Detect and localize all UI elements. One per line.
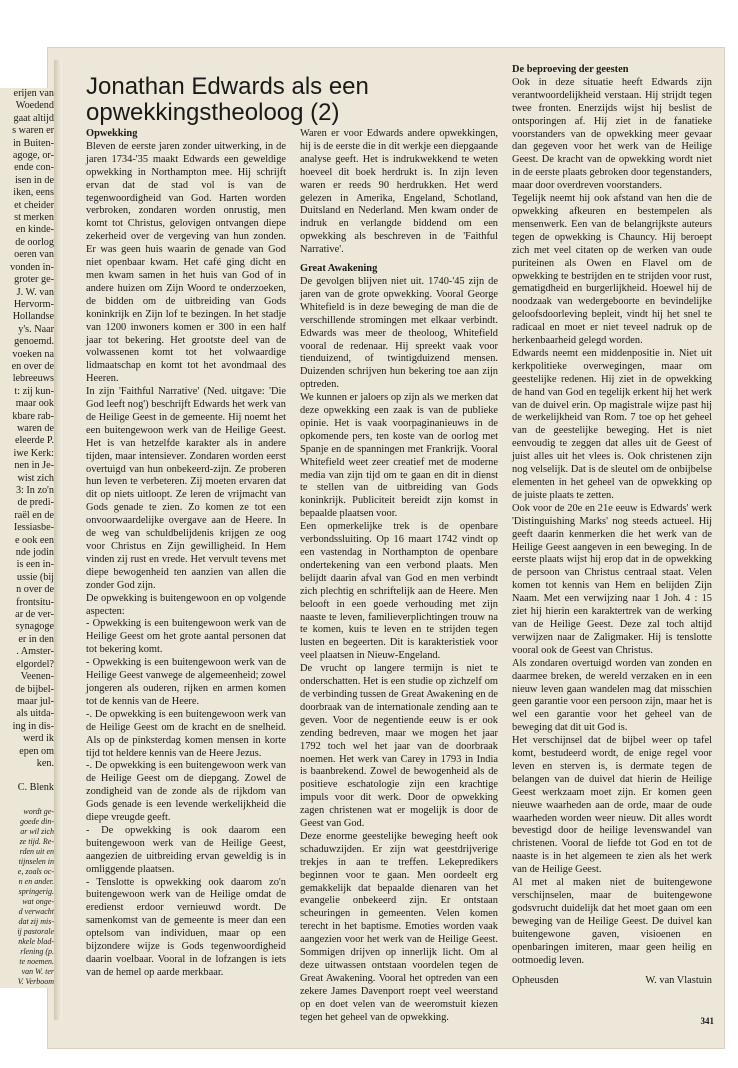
previous-page-line: maar jul- [16,695,54,707]
previous-page-line: epen om [19,745,54,757]
previous-page-line: e ook een [14,534,54,546]
previous-page-signature: C. Blenk [17,782,54,794]
previous-page-line: agoge, or- [12,150,54,162]
previous-page-line: synagoge [15,621,54,633]
previous-note-line: te noemen. [19,956,54,966]
article-title: Jonathan Edwards als een opwekkingstheoloog (2) [86,73,369,126]
paragraph: Ook voor de 20e en 21e eeuw is Edwards' werk 'Distinguishing Marks' nog steeds actueel. Hij geeft daarin kenmerken die het werk van de Heilige Geest aangeven in een beweging. In de eerste plaats wijst hij erop dat in de opwekking de persoon van Christus centraal staat. Velen komen tot kennis van Hem en belijden Zijn Naam. Met een verwijzing naar 1 Joh. 4 : 15 ziet hij hierin een karaktertrek van de werking van de Heilige Geest. Deze zal toch altijd verwijzen naar de Zaligmaker. Hij is tenslotte vooral ook de Geest van Christus. [512,502,712,656]
paragraph: Bleven de eerste jaren zonder uitwerking, in de jaren 1734-'35 maakt Edwards een geweldige opwekking in Northampton mee. Hij schrijft ervan dat de stad vol is van de tegenwoordigheid van God. Harten worden verbroken, zondaren worden onrustig, men komt tot Christus, gelovigen ontvangen diepe zekerheid over de vergeving van hun zonden. Er was geen huis waarin de genade van God niet openbaar kwam. Het café ging dicht en men kwam samen in het huis van God of in andere huizen om Zijn Woord te onderzoeken, de bidden om de uitbreiding van Gods koninkrijk en Zijn lof te bezingen. In het stadje van 1200 inwoners komen er 300 in een half jaar tot bekering. Het grootste deel van de volwassenen komt tot het volwaardige lidmaatschap en komt tot het avondmaal des Heeren. [86,140,286,385]
paragraph: Deze enorme geestelijke beweging heeft ook schaduwzijden. Er zijn wat geestdrijverige trekjes in aan te treffen. Lekepredikers beginnen voor te gaan. Men oordeelt erg gemakkelijk dat bepaalde dienaren van het evangelie onbekeerd zijn. Er ontstaan scheuringen in gemeenten. Velen komen terecht in het baptisme. Emoties worden vaak aangezien voor het werk van de Heilige Geest. Sommigen drijven op innerlijk licht. Om al deze uitwassen ontstaan voordelen tegen de Great Awakening. Vooral het optreden van een zekere James Davenport roept veel weerstand op en doet velen van de weeromstuit kiezen tegen het geheel van de opwekking. [300,830,498,1023]
previous-page-line: ussie (bij [16,571,54,583]
previous-page-line: genoemd. [14,336,54,348]
article-footer [512,975,712,988]
previous-page-line: n over de [16,584,54,596]
previous-page-line: et cheider [14,199,54,211]
previous-page-line: eleerde P. [14,435,54,447]
previous-page-line: de predi- [17,497,54,509]
previous-page-line: Hollandse [12,311,54,323]
paragraph: -. De opwekking is een buitengewoon werk van de Heilige Geest om de kracht en de snelheid. Als op de pinksterdag komen mensen in korte tijd tot heldere kennis van de Heere Jezus. [86,708,286,759]
previous-page-line: voeken na [12,348,54,360]
previous-page-line: iken, eens [13,187,54,199]
previous-page-line: vonden in- [10,261,54,273]
previous-note-line: van W. ter [21,966,54,976]
previous-page-line: 3: In zo'n [15,485,54,496]
previous-page-line: iwe Kerk: [13,447,54,459]
previous-note-line: ar wil zich [20,826,54,836]
previous-page-line: maar ook [15,398,54,410]
previous-page-line: ken. [36,757,54,769]
previous-page-line: raël en de [14,509,54,521]
previous-page-line: Woedend [15,100,54,112]
previous-page-line: de bijbel- [15,683,54,695]
previous-page-line: . Amster- [16,646,54,658]
previous-page-line: nde jodin [15,547,54,559]
previous-page-line: Iessiasbe- [13,522,54,534]
column-3 [512,64,712,988]
previous-note-line: d verwacht [18,906,54,916]
previous-page-line: J. W. van [16,286,54,298]
previous-page-line: wist zich [17,472,54,484]
heading-great-awakening: Great Awakening [300,263,378,275]
previous-page-line: elgordel? [16,658,54,670]
paragraph: De gevolgen blijven niet uit. 1740-'45 zijn de jaren van de grote opwekking. Vooral George Whitefield is in deze beweging de man die de verschillende stromingen met elkaar verbindt. Edwards was meer de theoloog, Whitefield vooral de redenaar. Hij spreekt vaak voor tienduizend, of twintigduizend mensen. Duizenden schrijven hun bekering toe aan zijn optreden. [300,275,498,391]
previous-note-line: wordt ge- [23,806,54,816]
paragraph: Tegelijk neemt hij ook afstand van hen die de opwekking afkeuren en bestempelen als mensenwerk. Een van de belangrijkste auteurs tegen de opwekking is Chauncy. Hij beroept zich met veel citaten op de werken van oude puriteinen als Owen en Flavel om de opwekking te bestrijden en te strijden voor rust, gematigdheid en burgerlijkheid. Hoewel hij de noodzaak van wedergeboorte en bevindelijke geloofsdoorleving bepleit, vindt hij het snel te radicaal en moet er niet teveel nadruk op de herkenbaarheid gelegd worden. [512,193,712,347]
previous-page-line: en kinde- [15,224,54,236]
previous-page-line: gaat altijd [13,112,54,124]
previous-page-line: nen in Je- [14,460,54,472]
previous-page-line: t: zij kun- [14,385,54,397]
previous-page-line: ende con- [14,162,54,174]
previous-page-line: als uitda- [16,708,54,720]
previous-note-line: rden uit en [19,846,54,856]
previous-page-line: Veenen- [20,671,54,683]
previous-note-line: goede din- [20,816,54,826]
column-2 [300,128,498,1025]
previous-note-line: ij pastorale [17,926,54,936]
paragraph: In zijn 'Faithful Narrative' (Ned. uitgave: 'Die God leeft nog') beschrijft Edwards het werk van de Heilige Geest in de gemeente. Hij noemt het een buitengewoon werk van de Heilige Geest. Het is van hetzelfde karakter als in andere tijden, maar intensiever. Zondaren worden eerst overtuigd van hun onbekeerd-zijn. Ze proberen hun leven te verbeteren. Zij moeten ervaren dat dit op niets uitloopt. Ze leren de vrijmacht van Gods genade te zien. Zo komen ze tot een onvoorwaardelijke overgave aan de Heere. In de weg van schuldbelijdenis krijgen ze oog voor Christus en Zijn gewilligheid. In Hem vinden zij rust en vrede. Het vervult tevens met diepe bewogenheid ten aanzien van allen die zonder God zijn. [86,386,286,591]
previous-note-line: dat zij mis- [18,916,54,926]
paragraph: De opwekking is buitengewoon en op volgende aspecten: [86,592,286,617]
paragraph: - Tenslotte is opwekking ook daarom zo'n buitengewoon werk van de Heilige omdat de eredienst erdoor vernieuwd wordt. De samenkomst van de gemeente is meer dan een optelsom van individuen, maar op een bijzondere wijze is Gods tegenwoordigheid daarin voelbaar. Vooral in de lofzangen is iets van de hemel op aarde merkbaar. [86,876,286,978]
previous-page-line: erijen van [13,88,54,99]
paragraph: Een opmerkelijke trek is de openbare verbondssluiting. Op 16 maart 1742 vindt op een vastendag in Northampton de openbare ondertekening van een verbond plaats. Men belijdt daarin afval van God en men verbindt zich plechtig en schriftelijk aan de Heere. Men belooft in een goede verhouding met zijn naaste te leven, familieverplichtingen trouw na te komen, kuis te leven en te strijden tegen lusten en begeerten. Dit is karakteristiek voor veel plaatsen in Nieuw-Engeland. [300,521,498,662]
paragraph: Ook in deze situatie heeft Edwards zijn verantwoordelijkheid verstaan. Hij strijdt tegen twee fronten. Enerzijds wijst hij beslist de ontsporingen af. Hij ziet in de fanatieke voorstanders van de opwekking meer gevaar dan gegeven voor het werk van de Heilige Geest. De kracht van de opwekking wordt niet in de eerste plaats gebroken door tegenstanders, maar door overdreven voorstanders. [512,76,712,192]
previous-page-line: in Buiten- [12,137,54,149]
previous-note-line: rlening (p. [20,946,54,956]
previous-note-signature: V. Verboom [17,976,54,986]
previous-page-line: kbare rab- [12,410,54,422]
previous-note-line: ze tijd. Re- [19,836,54,846]
column-2-intro: Waren er voor Edwards andere opwekkingen, hij is de eerste die in dit werkje een diepgaande analyse geeft. Het is indrukwekkend te weten hoeveel dit boek herdrukt is. In zijn leven waren er reeds 90 herdrukken. Het werd gelezen in Amerika, Engeland, Schotland, Duitsland en Nederland. Men kwam onder de indruk en verlangde biddend om een opwekking als beschreven in de 'Faithful Narrative'. [300,128,498,256]
previous-note-line: nkele blad- [18,936,54,946]
column-1 [86,128,286,980]
place-name: Opheusden [512,975,559,987]
previous-note-line: springerig. [18,886,54,896]
paragraph: Het verschijnsel dat de bijbel weer op tafel komt, bestudeerd wordt, de enige regel voor leven en sterven is, is dermate tegen de belangen van de duivel dat hierin de Heilige Geest werkzaam moet zijn. Er komen geen nieuwe waarheden aan de orde, maar de oude waarheden worden weer nieuw. Dit alles wordt bevestigd door de heilige levenswandel van christenen. Vooral de liefde tot God en tot de naaste is in het algemeen te zien als het werk van de Heilige Geest. [512,735,712,876]
previous-page-line: st merken [14,212,54,224]
previous-page-line: isen in de [14,174,54,186]
heading-opwekking: Opwekking [86,128,138,139]
previous-page-line: groter ge- [14,274,54,286]
paragraph: Edwards neemt een middenpositie in. Niet uit kerkpolitieke overwegingen, maar om geestelijke redenen. Hij ziet in de opwekking de hand van God en tegelijk erkent hij het werk van de duivel erin. Op magistrale wijze past hij de werkelijkheid van Rom. 7 toe op het geheel van de geestelijke beweging. Het is niet eenvoudig te zeggen dat alles uit de Geest of juist alles uit het vlees is. Ook christenen zijn nog velselijk. Dat is de sleutel om de onbijbelse elementen in het geheel van de opwekking op de juiste plaats te zetten. [512,347,712,501]
paragraph: De vrucht op langere termijn is niet te onderschatten. Het is een studie op zichzelf om de verbinding tussen de Great Awakening en de doorbraak van de internationale zending aan te geven. Voor de negentiende eeuw is er ook zending bedreven, maar we mogen het jaar 1792 toch wel het jaar van de doorbraak noemen. Het werk van Carey in 1793 in India is baanbrekend. Zowel de bewogenheid als de positieve eschatologie zijn een krachtige impuls voor dit werk. Door de opwekking zagen christenen wat er mogelijk is door de Geest van God. [300,663,498,830]
paragraph: Als zondaren overtuigd worden van zonden en daarmee breken, de wereld verzaken en in een nieuw leven gaan wandelen mag dat misschien geen garantie voor een persoon zijn, maar het is wel een garantie voor het geheel van de beweging dat dit uit God is. [512,657,712,734]
previous-page-line: ing in dis- [12,720,54,732]
previous-page-line: waren de [16,422,54,434]
heading-beproeving: De beproeving der geesten [512,64,629,75]
paragraph: We kunnen er jaloers op zijn als we merken dat deze opwekking een zaak is van de publieke opinie. Het is vaak voorpaginanieuws in de opkomende pers, ten koste van de oorlog met Spanje en de spanningen met Frankrijk. Vooral Whitefield weet zeer creatief met de moderne media van zijn tijd om te gaan en dit in dienst te stellen van de uitbreiding van Gods koninkrijk. Publiciteit bereidt zijn komst in bepaalde plaatsen voor. [300,392,498,520]
previous-note-line: e, zoals oc- [17,866,54,876]
previous-note-line: tijnselen in [18,856,54,866]
paragraph: -. De opwekking is een buitengewoon werk van de Heilige Geest om de diepgang. Zowel de zondigheid van de zonde als de rijkdom van Gods genade is een levende werkelijkheid die diepe vreugde geeft. [86,760,286,824]
page-number: 341 [700,1016,714,1026]
author-name: W. van Vlastuin [645,975,712,987]
previous-page-line: is een in- [16,559,54,571]
previous-page-line: er in den [18,633,54,645]
previous-page-line: y's. Naar [18,323,54,335]
previous-note-line: wat onge- [22,896,54,906]
previous-page-line: frontsitu- [16,596,54,608]
previous-note-line: n en ander. [18,876,54,886]
previous-page-line: werd ik [23,733,54,745]
paragraph: - De opwekking is ook daarom een buitengewoon werk van de Heilige Geest, aangezien de uitbreiding ervan geweldig is in omliggende plaatsen. [86,824,286,875]
paragraph: - Opwekking is een buitengewoon werk van de Heilige Geest om het grote aantal personen dat tot bekering komt. [86,618,286,656]
paragraph: - Opwekking is een buitengewoon werk van de Heilige Geest vanwege de algemeenheid; zowel jongeren als ouderen, rijken en armen komen tot de kennis van de Heere. [86,657,286,707]
previous-page-line: en over de [11,360,54,372]
paragraph: Al met al maken niet de buitengewone verschijnselen, maar de buitengewone godsvrucht duidelijk dat het moet gaan om een beweging van de Heilige Geest. De duivel kan buitengewone gaven, visioenen en openbaringen imiteren, maar geen heilig en ootmoedig leven. [512,877,712,966]
previous-page-line: ar de ver- [15,609,54,621]
previous-page-line: lebreeuws [12,373,54,385]
previous-page-line: de oorlog [15,236,54,248]
page-fold-edge [54,60,62,1020]
previous-page-column [0,88,58,988]
previous-page-line: s waren er [12,125,54,137]
previous-page-line: Hervorm- [13,298,54,310]
previous-page-line: oeren van [14,249,54,261]
